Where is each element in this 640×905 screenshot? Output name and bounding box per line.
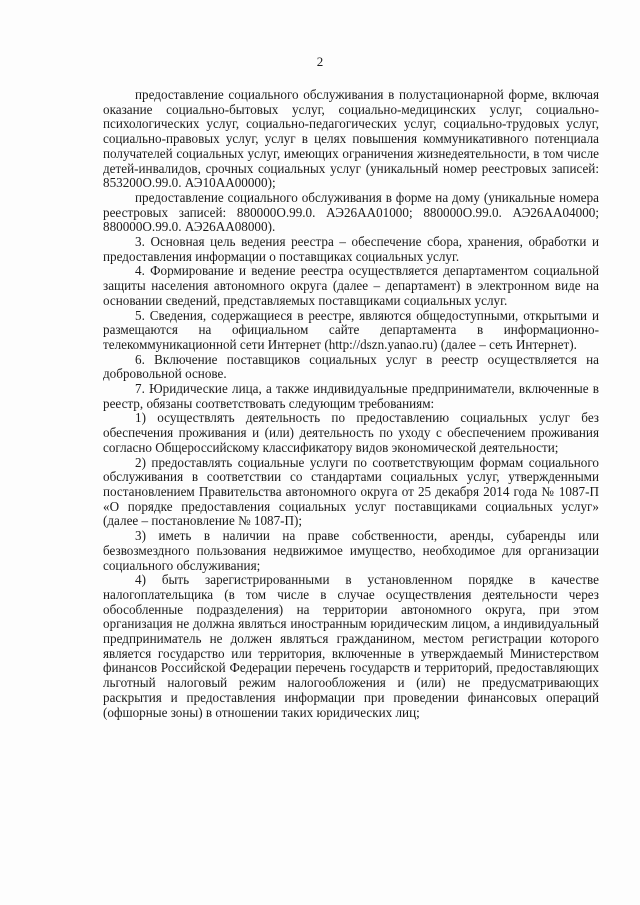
requirement-2-standards: 2) предоставлять социальные услуги по соответствующим формам социального обслуживания в соответствии со стандартами социальных услуг, утвержденными постановлением Правительства автономного округа от 25 декабря 2014 года № 1087-П «О порядке предоставления социальных услуг поставщиками социальных услуг» (далее – постановление № 1087-П); <box>103 454 599 529</box>
paragraph-5-public-information: 5. Сведения, содержащиеся в реестре, являются общедоступными, открытыми и размещаются на официальном сайте департамента в информационно-телекоммуникационной сети Интернет (http://dszn.yanao.ru) (далее – сеть Интернет). <box>103 307 599 352</box>
requirement-4-tax-registration: 4) быть зарегистрированными в установленном порядке в качестве налогоплательщика (в том числе в случае осуществления деятельности через обособленные подразделения) на территории автономного округа, при этом организация не должна являться иностранным юридическим лицом, а индивидуальный предприниматель не должен являться гражданином, местом регистрации которого является государство или территория, включенные в утверждаемый Министерством финансов Российской Федерации перечень государств и территорий, предоставляющих льготный налоговый режим налогообложения и (или) не предусматривающих раскрытия и предоставления информации при проведении финансовых операций (офшорные зоны) в отношении таких юридических лиц; <box>103 572 599 720</box>
paragraph-home-services: предоставление социального обслуживания в форме на дому (уникальные номера реестровых записей: 880000О.99.0. АЭ26АА01000; 880000О.99.0. АЭ26АА04000; 880000О.99.0. АЭ26АА08000). <box>103 189 599 235</box>
paragraph-6-voluntary-inclusion: 6. Включение поставщиков социальных услуг в реестр осуществляется на добровольной основе. <box>103 351 599 382</box>
document-body <box>103 88 599 720</box>
paragraph-4-registry-maintenance: 4. Формирование и ведение реестра осуществляется департаментом социальной защиты населения автономного округа (далее – департамент) в электронном виде на основании сведений, представляемых поставщиками социальных услуг. <box>103 263 599 308</box>
requirement-3-property: 3) иметь в наличии на праве собственности, аренды, субаренды или безвозмездного пользования недвижимое имущество, необходимое для организации социального обслуживания; <box>103 528 599 573</box>
page-number: 2 <box>316 54 324 69</box>
paragraph-7-requirements-intro: 7. Юридические лица, а также индивидуальные предприниматели, включенные в реестр, обязаны соответствовать следующим требованиям: <box>103 381 599 411</box>
paragraph-semistationary-services: предоставление социального обслуживания в полустационарной форме, включая оказание социально-бытовых услуг, социально-медицинских услуг, социально-психологических услуг, социально-педагогических услуг, социально-трудовых услуг, социально-правовых услуг, услуг в целях повышения коммуникативного потенциала получателей социальных услуг, имеющих ограничения жизнедеятельности, в том числе детей-инвалидов, срочных социальных услуг (уникальный номер реестровых записей: 853200О.99.0. АЭ10АА00000); <box>103 87 599 191</box>
requirement-1-activity: 1) осуществлять деятельность по предоставлению социальных услуг без обеспечения проживания и (или) деятельность по уходу с обеспечением проживания согласно Общероссийскому классификатору видов экономической деятельности; <box>103 410 599 455</box>
paragraph-3-registry-purpose: 3. Основная цель ведения реестра – обеспечение сбора, хранения, обработки и предоставления информации о поставщиках социальных услуг. <box>103 234 599 264</box>
